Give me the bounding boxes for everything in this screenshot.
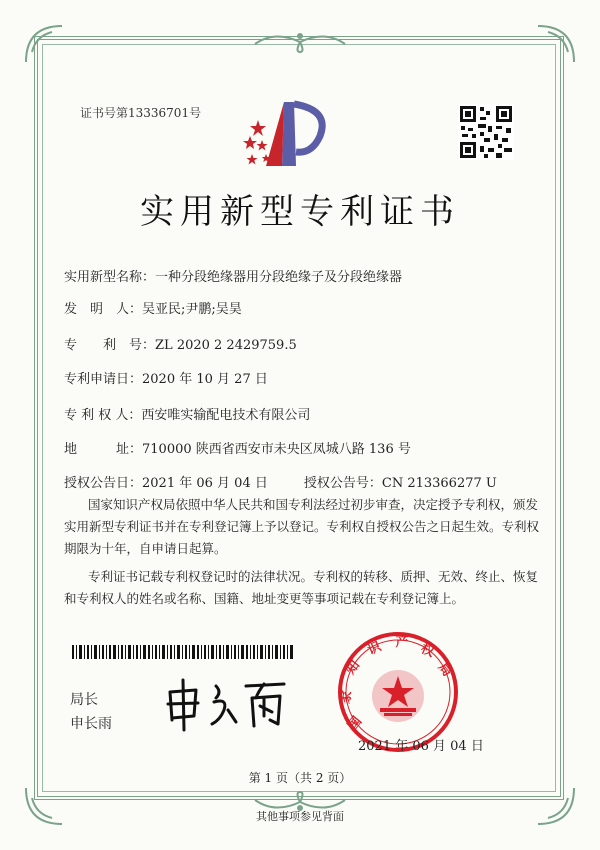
field-grant-info	[64, 472, 497, 491]
svg-text:产: 产	[395, 635, 409, 650]
body-paragraph-1: 国家知识产权局依照中华人民共和国专利法经过初步审查，决定授予专利权，颁发实用新型专利证书并在专利登记簿上予以登记。专利权自授权公告之日起生效。专利权期限为十年，自申请日起算。	[64, 497, 540, 556]
svg-text:局: 局	[434, 660, 455, 680]
field-label: 专利申请日：	[64, 372, 143, 387]
field-value: 一种分段绝缘器用分段绝缘子及分段绝缘器	[155, 270, 403, 285]
certificate-title: 实用新型专利证书	[140, 192, 460, 232]
seal-date: 2021 年 06 月 04 日	[358, 739, 484, 754]
field-value: 西安唯实输配电技术有限公司	[141, 408, 311, 423]
top-ornament	[250, 30, 350, 54]
field-value: 2020 年 10 月 27 日	[142, 372, 268, 387]
field-inventors	[64, 298, 242, 317]
grant-date-value: 2021 年 06 月 04 日	[142, 476, 268, 491]
svg-text:知: 知	[343, 658, 364, 678]
handwritten-signature	[162, 676, 288, 732]
body-paragraph-2: 专利证书记载专利权登记时的法律状况。专利权的转移、质押、无效、终止、恢复和专利权人的姓名或名称、国籍、地址变更等事项记载在专利登记簿上。	[64, 569, 539, 606]
field-address	[64, 438, 411, 457]
grant-date-label: 授权公告日：	[64, 476, 143, 491]
svg-text:家: 家	[337, 689, 356, 706]
field-utility-model-name	[64, 266, 402, 285]
field-value: ZL 2020 2 2429759.5	[155, 338, 297, 353]
field-label: 专 利 权 人：	[64, 408, 142, 423]
svg-text:国: 国	[345, 714, 366, 734]
field-patent-number	[64, 334, 297, 353]
svg-text:识: 识	[365, 639, 384, 659]
field-label: 专 利 号：	[64, 338, 156, 353]
page-number: 第 1 页（共 2 页）	[248, 771, 352, 785]
field-label: 实用新型名称：	[64, 270, 156, 285]
corner-ornament-tl	[22, 22, 68, 68]
signatory-role: 局长	[70, 692, 98, 708]
patent-logo-icon	[236, 96, 334, 174]
certificate-number: 证书号第13336701号	[80, 106, 202, 120]
corner-ornament-tr	[532, 22, 578, 68]
grant-number-value: CN 213366277 U	[381, 476, 497, 491]
grant-number-label: 授权公告号：	[303, 476, 382, 491]
qr-code-icon	[458, 104, 514, 160]
field-value: 吴亚民;尹鹏;吴昊	[142, 302, 242, 317]
field-label: 地 址：	[64, 442, 143, 457]
signatory-name: 申长雨	[70, 716, 112, 732]
field-label: 发 明 人：	[64, 302, 143, 317]
field-value: 710000 陕西省西安市未央区凤城八路 136 号	[142, 442, 411, 457]
field-application-date	[64, 368, 268, 387]
svg-text:权: 权	[418, 641, 437, 661]
barcode-icon	[72, 645, 294, 659]
field-patentee	[64, 404, 310, 423]
footer-note: 其他事项参见背面	[256, 810, 344, 823]
